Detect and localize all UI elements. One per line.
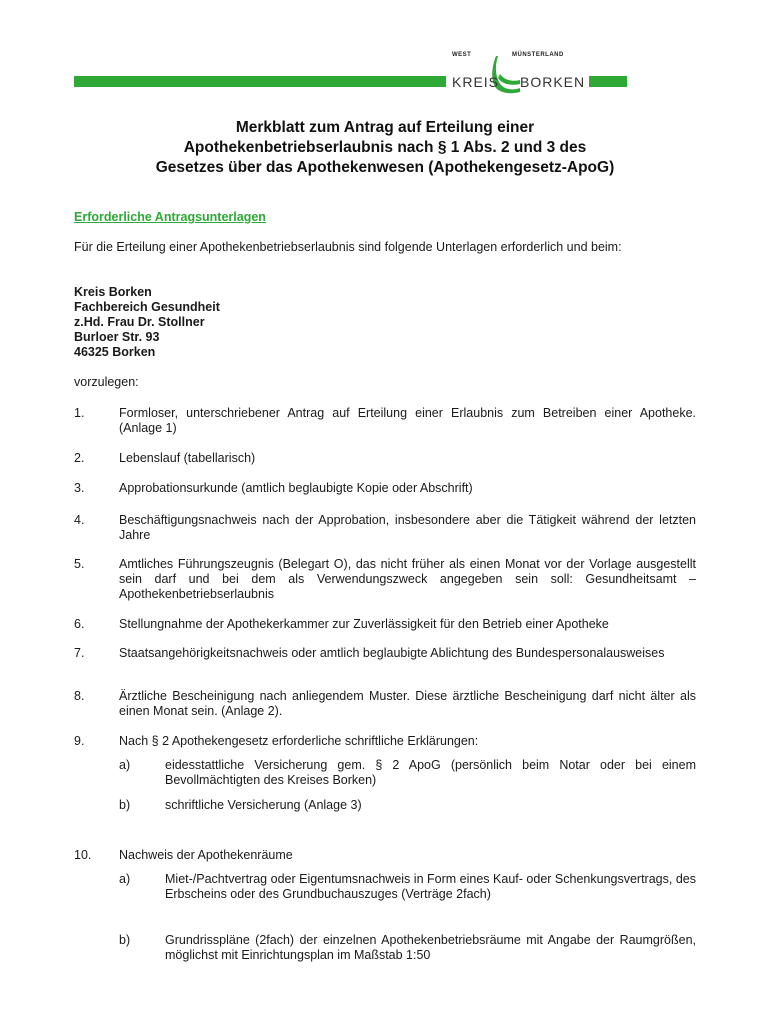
list-item-number: 1. [74, 406, 85, 420]
sub-item-letter: a) [119, 872, 131, 886]
sub-item-letter: b) [119, 933, 131, 947]
list-item-text: Lebenslauf (tabellarisch) [119, 451, 256, 465]
header-bar-left [74, 76, 446, 87]
list-item-number: 9. [74, 734, 85, 748]
list-item-number: 4. [74, 513, 85, 527]
list-item-number: 8. [74, 689, 85, 703]
logo-west-text: WEST [452, 52, 472, 58]
address-block [74, 285, 220, 360]
title-line-2: Apothekenbetriebserlaubnis nach § 1 Abs. 2 und 3 des [183, 139, 587, 156]
list-item-number: 3. [74, 481, 85, 495]
sub-item-text: eidesstattliche Versicherung gem. § 2 ApoG (persönlich beim Notar oder bei einem Bevollmächtigten des Kreises Borken) [165, 758, 696, 787]
intro-paragraph: Für die Erteilung einer Apothekenbetriebserlaubnis sind folgende Unterlagen erforderlich und beim: [74, 240, 622, 254]
list-item-number: 6. [74, 617, 85, 631]
list-item-text: Amtliches Führungszeugnis (Belegart O), das nicht früher als einen Monat vor der Vorlage ausgestellt sein darf und bei dem als Verwendungszweck angegeben sein soll: Gesundheitsamt – Apothekenbetriebserlaubnis [119, 557, 696, 601]
section-heading: Erforderliche Antragsunterlagen [74, 210, 266, 224]
title-line-3: Gesetzes über das Apothekenwesen (Apothekengesetz-ApoG) [155, 159, 615, 176]
sub-item-letter: a) [119, 758, 131, 772]
vorzulegen-label: vorzulegen: [74, 375, 139, 389]
sub-item-text: schriftliche Versicherung (Anlage 3) [165, 798, 362, 812]
list-item-text: Nachweis der Apothekenräume [119, 848, 293, 862]
address-line-1: Kreis Borken [74, 285, 152, 299]
address-line-2: Fachbereich Gesundheit [74, 300, 220, 314]
list-item-number: 2. [74, 451, 85, 465]
sub-item-text: Miet-/Pachtvertrag oder Eigentumsnachweis in Form eines Kauf- oder Schenkungsvertrags, des Erbscheins oder des Grundbuchauszuges (Verträge 2fach) [165, 872, 696, 901]
list-item-number: 7. [74, 646, 85, 660]
logo-muensterland-text: MÜNSTERLAND [512, 52, 564, 58]
kreis-borken-logo [448, 52, 588, 94]
list-item-text: Ärztliche Bescheinigung nach anliegendem Muster. Diese ärztliche Bescheinigung darf nicht älter als einen Monat sein. (Anlage 2). [119, 689, 696, 718]
logo-kreis-text: KREIS [452, 74, 500, 90]
address-line-5: 46325 Borken [74, 345, 156, 359]
list-item-text: Approbationsurkunde (amtlich beglaubigte Kopie oder Abschrift) [119, 481, 473, 495]
list-item-text: Nach § 2 Apothekengesetz erforderliche schriftliche Erklärungen: [119, 734, 479, 748]
list-item-number: 5. [74, 557, 85, 571]
list-item-number: 10. [74, 848, 92, 862]
address-line-3: z.Hd. Frau Dr. Stollner [74, 315, 205, 329]
list-item-text: Formloser, unterschriebener Antrag auf Erteilung einer Erlaubnis zum Betreiben einer Apotheke. (Anlage 1) [119, 406, 696, 435]
list-item-text: Stellungnahme der Apothekerkammer zur Zuverlässigkeit für den Betrieb einer Apotheke [119, 617, 609, 631]
logo-borken-text: BORKEN [520, 74, 586, 90]
list-item-text: Beschäftigungsnachweis nach der Approbation, insbesondere aber die Tätigkeit während der letzten Jahre [119, 513, 696, 542]
title-line-1: Merkblatt zum Antrag auf Erteilung einer [235, 119, 535, 136]
page-title [74, 118, 696, 178]
address-line-4: Burloer Str. 93 [74, 330, 160, 344]
list-item-text: Staatsangehörigkeitsnachweis oder amtlich beglaubigte Ablichtung des Bundespersonalausweises [119, 646, 665, 660]
sub-item-letter: b) [119, 798, 131, 812]
sub-item-text: Grundrisspläne (2fach) der einzelnen Apothekenbetriebsräume mit Angabe der Raumgrößen, möglichst mit Einrichtungsplan im Maßstab 1:50 [165, 933, 696, 962]
header-bar-right [589, 76, 627, 87]
